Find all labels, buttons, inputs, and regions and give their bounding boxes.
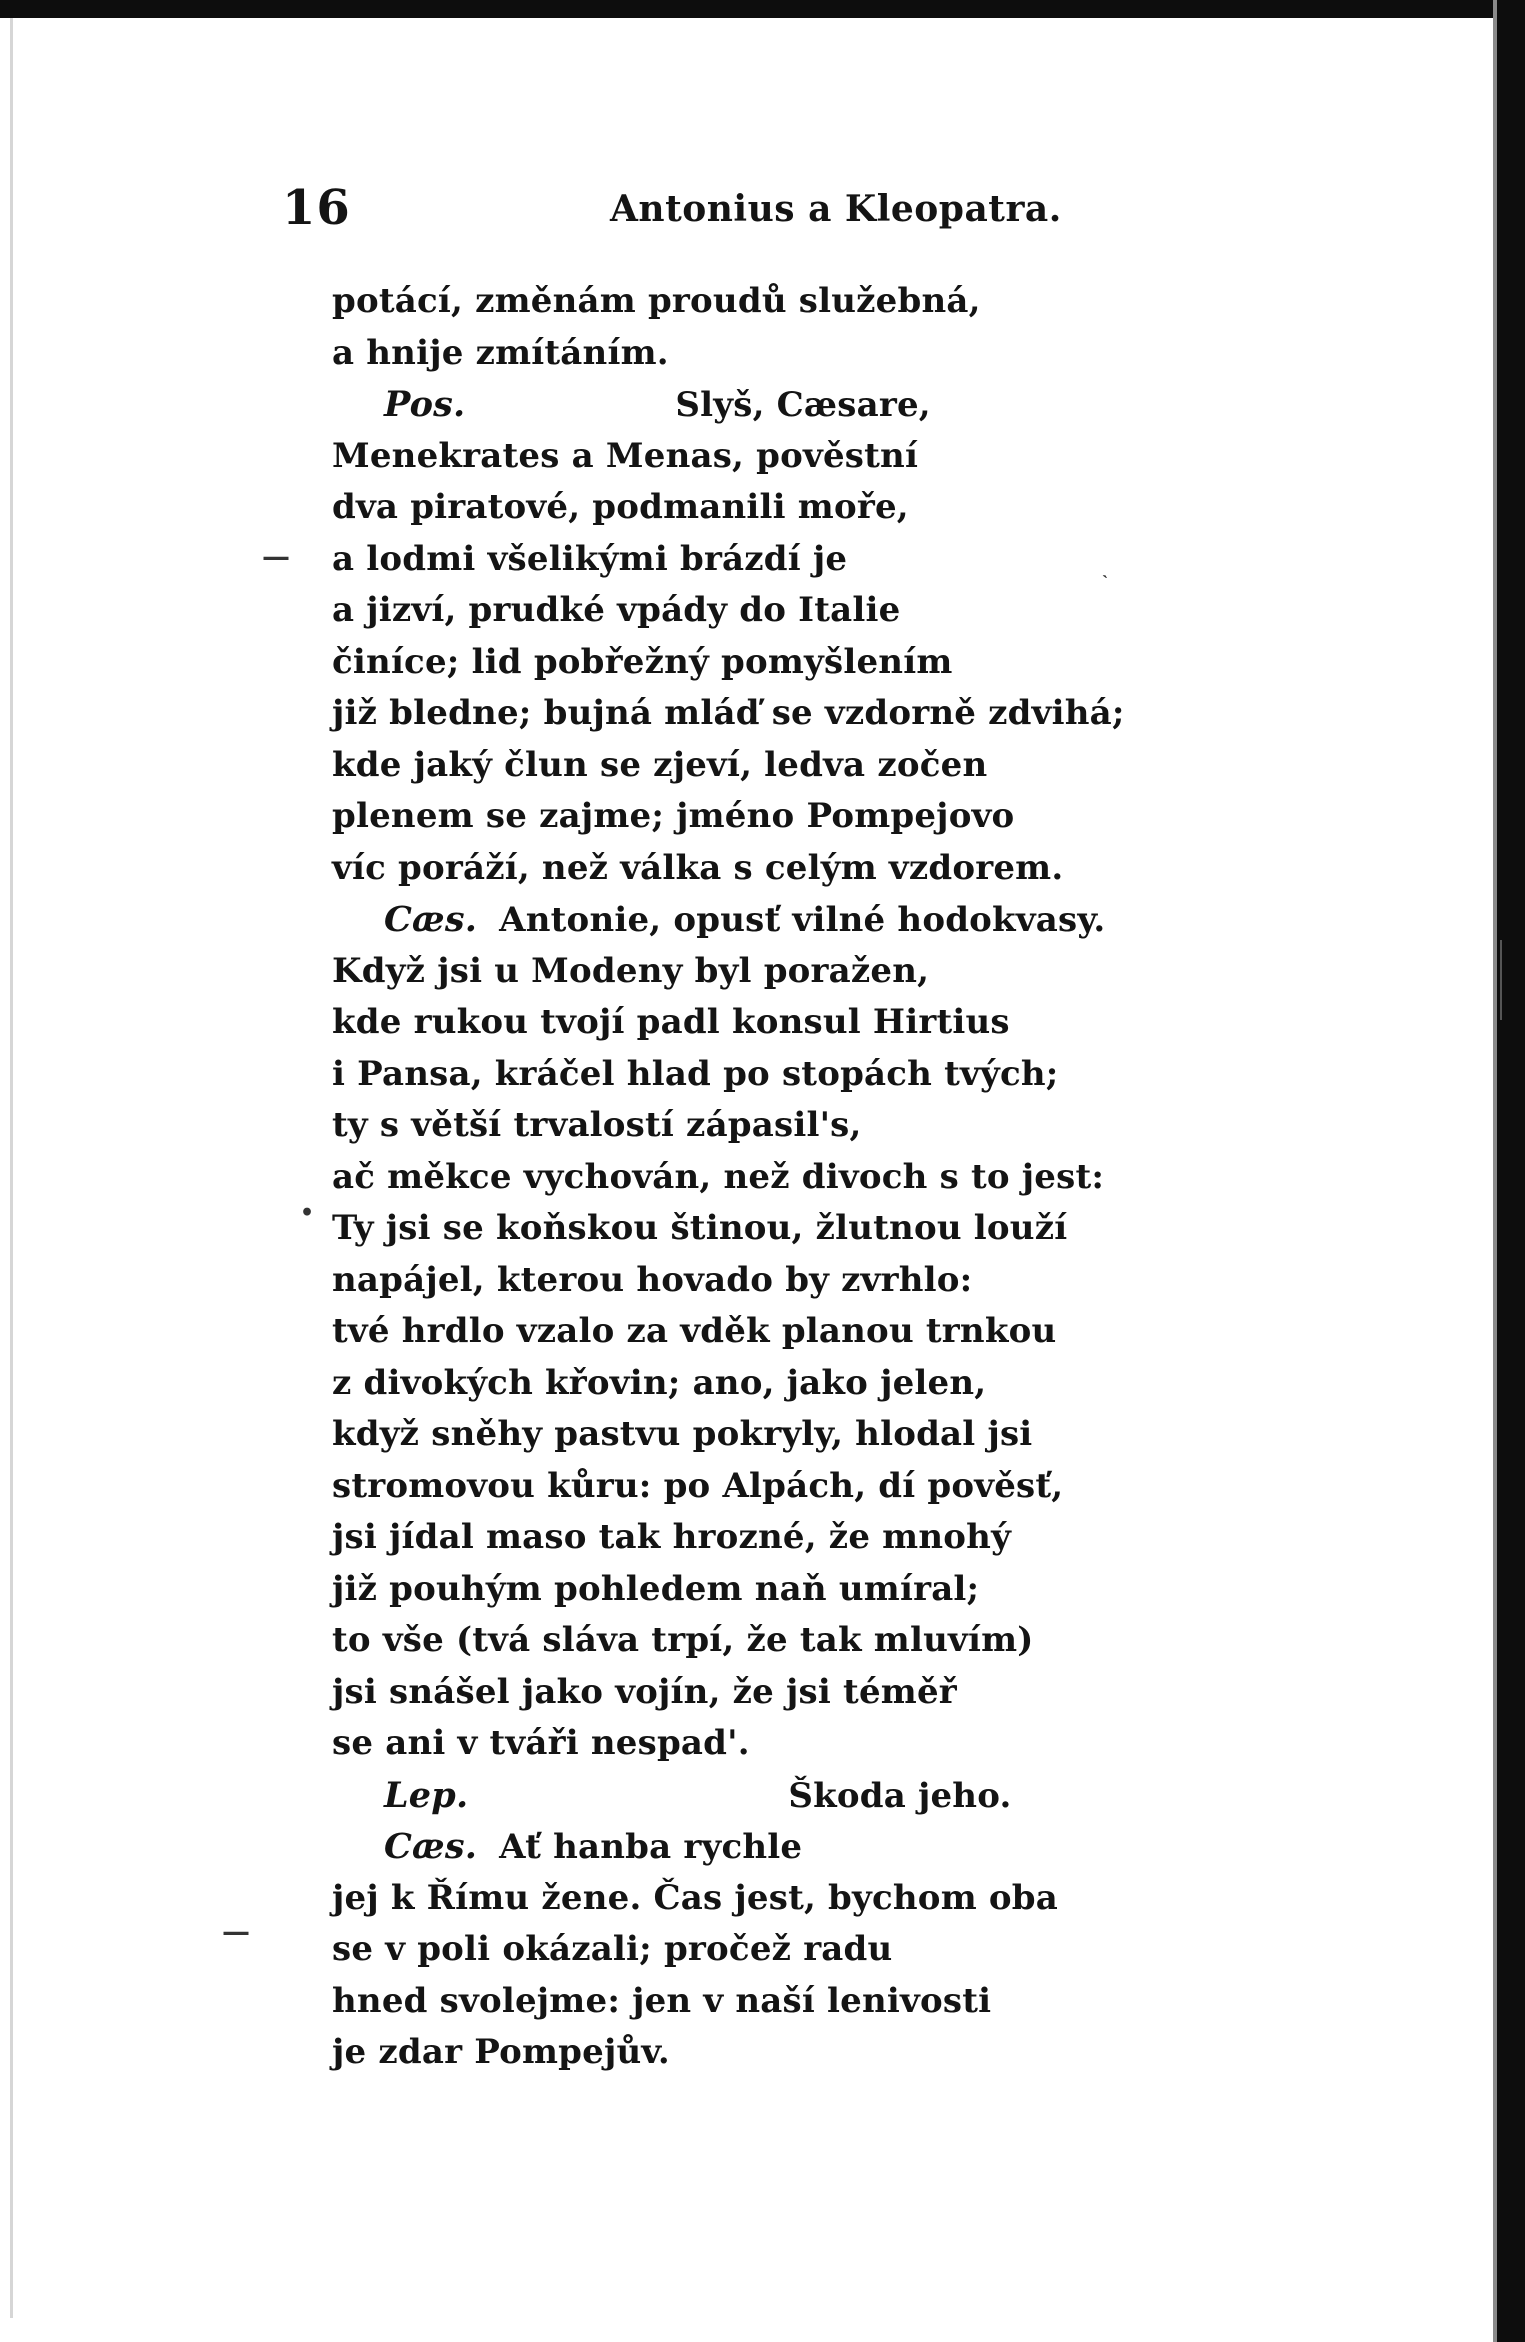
verse-line: jej k Římu žene. Čas jest, bychom oba bbox=[332, 1877, 1058, 1918]
verse-line: ty s větší trvalostí zápasil's, bbox=[332, 1105, 862, 1145]
margin-dot-mark: • bbox=[300, 1200, 315, 1226]
verse-line: Když jsi u Modeny byl poražen, bbox=[332, 950, 930, 991]
speaker-name: Pos. bbox=[384, 384, 466, 425]
speech-line bbox=[332, 1821, 1212, 1873]
speaker-name: Cæs. bbox=[384, 899, 478, 940]
verse-line: stromovou kůru: po Alpách, dí pověsť, bbox=[332, 1465, 1064, 1506]
verse-line: jsi snášel jako vojín, že jsi téměř bbox=[332, 1671, 957, 1712]
verse-line: činíce; lid pobřežný pomyšlením bbox=[332, 641, 953, 682]
running-head: Antonius a Kleopatra. bbox=[610, 188, 1062, 230]
verse-line: víc poráží, než válka s celým vzdorem. bbox=[332, 847, 1064, 888]
scan-artifact bbox=[1500, 940, 1502, 1020]
verse-line: ač měkce vychován, než divoch s to jest: bbox=[332, 1156, 1105, 1197]
verse-line: to vše (tvá sláva trpí, že tak mluvím) bbox=[332, 1620, 1034, 1660]
verse-line: již bledne; bujná mláď se vzdorně zdvihá; bbox=[332, 693, 1125, 733]
margin-dash-mark: — bbox=[262, 540, 290, 573]
verse-text bbox=[332, 276, 1212, 2079]
speech-text: Slyš, Cæsare, bbox=[675, 385, 931, 425]
speech-text: Ať hanba rychle bbox=[499, 1827, 803, 1867]
verse-line: potácí, změnám proudů služebná, bbox=[332, 281, 981, 321]
verse-line: kde jaký člun se zjeví, ledva zočen bbox=[332, 744, 988, 785]
verse-line: napájel, kterou hovado by zvrhlo: bbox=[332, 1259, 973, 1300]
verse-line: se ani v tváři nespad'. bbox=[332, 1723, 750, 1763]
verse-line: kde rukou tvojí padl konsul Hirtius bbox=[332, 1002, 1010, 1042]
page-number: 16 bbox=[282, 180, 351, 236]
verse-line: dva piratové, podmanili moře, bbox=[332, 487, 909, 527]
margin-dash-mark: — bbox=[222, 1915, 250, 1948]
verse-line: Menekrates a Menas, pověstní bbox=[332, 435, 919, 476]
speech-line bbox=[332, 894, 1212, 946]
speaker-name: Lep. bbox=[384, 1774, 469, 1816]
verse-line: jsi jídal maso tak hrozné, že mnohý bbox=[332, 1517, 1012, 1557]
verse-line: a hnije zmítáním. bbox=[332, 332, 669, 373]
verse-line: a lodmi všelikými brázdí je bbox=[332, 538, 848, 579]
scan-border-right bbox=[1497, 0, 1525, 2342]
verse-line: z divokých křovin; ano, jako jelen, bbox=[332, 1362, 987, 1403]
speaker-name: Cæs. bbox=[384, 1826, 478, 1867]
speech-line bbox=[332, 1770, 1212, 1822]
verse-line: Ty jsi se koňskou štinou, žlutnou louží bbox=[332, 1208, 1068, 1248]
speech-text: Antonie, opusť vilné hodokvasy. bbox=[499, 900, 1106, 940]
verse-line: hned svolejme: jen v naší lenivosti bbox=[332, 1980, 992, 2021]
verse-line: je zdar Pompejův. bbox=[332, 2032, 670, 2072]
verse-line: i Pansa, kráčel hlad po stopách tvých; bbox=[332, 1053, 1059, 1094]
margin-tick-mark: ˎ bbox=[1102, 558, 1108, 579]
verse-line: když sněhy pastvu pokryly, hlodal jsi bbox=[332, 1414, 1033, 1454]
scan-border-top bbox=[0, 0, 1525, 18]
speech-line bbox=[332, 379, 1212, 431]
verse-line: již pouhým pohledem naň umíral; bbox=[332, 1568, 980, 1609]
verse-line: se v poli okázali; pročež radu bbox=[332, 1929, 893, 1969]
verse-line: a jizví, prudké vpády do Italie bbox=[332, 590, 901, 630]
scan-edge-left bbox=[10, 18, 13, 2318]
verse-line: tvé hrdlo vzalo za vděk planou trnkou bbox=[332, 1311, 1057, 1351]
speech-text: Škoda jeho. bbox=[788, 1775, 1012, 1816]
verse-line: plenem se zajme; jméno Pompejovo bbox=[332, 796, 1015, 836]
